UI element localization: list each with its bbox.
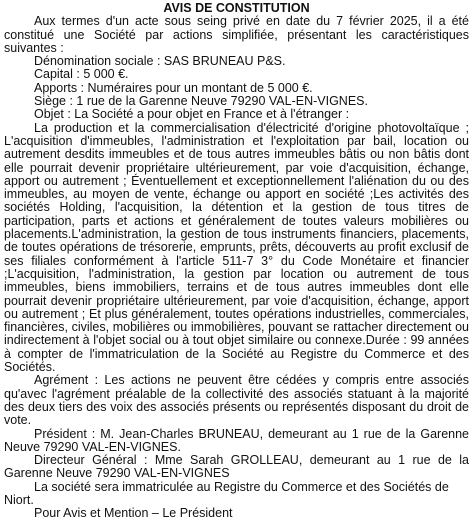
registered-office-line: Siège : 1 rue de la Garenne Neuve 79290 VAL-EN-VIGNES. xyxy=(34,94,368,109)
capital-line: Capital : 5 000 €. xyxy=(34,67,129,82)
notice-intro-paragraph: Aux termes d'un acte sous seing privé en date du 7 février 2025, il a été constitué une Société par actions simplifiée, présentant les caractéristiques suivantes : xyxy=(4,14,469,55)
general-director-paragraph: Directeur Général : Mme Sarah GROLLEAU, demeurant au 1 rue de la Garenne Neuve 79290 VAL-EN-VIGNES xyxy=(4,453,469,481)
purpose-paragraph: La production et la commercialisation d'électricité d'origine photovoltaïque ; L'acquisition d'immeubles, l'administration et l'exploitation par bail, location ou autrement desdits immeubles et de tous autres immeubles bâtis ou non bâtis dont elle pourrait devenir propriétaire ultérieurement, par voie d'acquisition, échange, apport ou autrement ; Éventuellement et exceptionnellement l'aliénation du ou des immeubles, au moyen de vente, échange ou apport en société ;Les activités des sociétés Holding, l'acquisition, la détention et la gestion de tous titres de participation, parts et actions et généralement de toutes valeurs mobilières ou placements.L'administration, la gestion de tous instruments financiers, placements, de toutes opérations de trésorerie, emprunts, prêts, découverts au profit exclusif de ses filiales conformément à l'article 511-7 3° du Code Monétaire et financier ;L'acquisition, l'administration, la gestion par location ou autrement de tous immeubles, biens immobiliers, terrains et de tous autres immeubles dont elle pourrait devenir propriétaire ultérieurement, par voie d'acquisition, échange, apport ou autrement ; Et plus généralement, toutes opérations industrielles, commerciales, financières, civiles, mobilières ou immobilières, pouvant se rattacher directement ou indirectement à l'objet social ou à tout objet similaire ou connexe.Durée : 99 années à compter de l'immatriculation de la Société au Registre du Commerce et des Sociétés. xyxy=(4,120,469,375)
signature-line: Pour Avis et Mention – Le Président xyxy=(34,506,233,521)
company-name-line: Dénomination sociale : SAS BRUNEAU P&S. xyxy=(34,54,286,69)
registration-line: La société sera immatriculée au Registre du Commerce et des Sociétés de Niort. xyxy=(4,479,449,507)
contributions-line: Apports : Numéraires pour un montant de 5 000 €. xyxy=(34,80,313,95)
notice-title: AVIS DE CONSTITUTION xyxy=(163,1,310,15)
purpose-heading-line: Objet : La Société a pour objet en France et à l'étranger : xyxy=(34,107,350,122)
approval-paragraph: Agrément : Les actions ne peuvent être cédées y compris entre associés qu'avec l'agrément préalable de la collectivité des associés statuant à la majorité des deux tiers des voix des associés présents ou représentés disposant du droit de vote. xyxy=(4,373,469,428)
president-paragraph: Président : M. Jean-Charles BRUNEAU, demeurant au 1 rue de la Garenne Neuve 79290 VAL-EN-VIGNES. xyxy=(4,426,469,454)
